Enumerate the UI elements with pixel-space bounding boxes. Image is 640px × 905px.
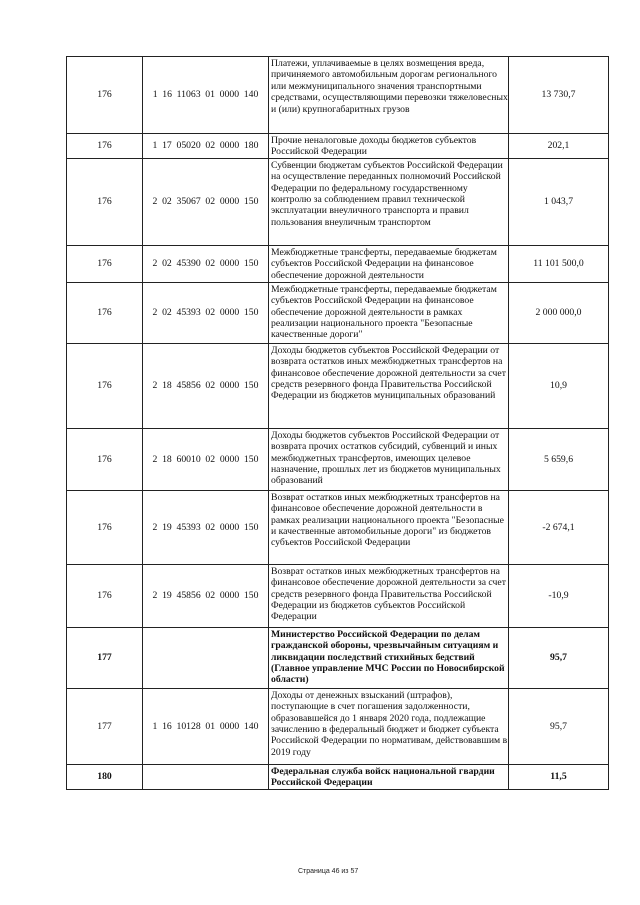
income-description: Доходы от денежных взысканий (штрафов), поступающие в счет погашения задолженности, образовавшейся до 1 января 2020 года, подлежащие зачислению в федеральный бюджет и бюджет субъекта Российской Федерации по нормативам, действовавшим в 2019 году — [269, 688, 509, 764]
kbk-code: 1 16 10128 01 0000 140 — [143, 688, 269, 764]
amount: 10,9 — [509, 343, 609, 428]
admin-code: 177 — [67, 688, 143, 764]
admin-code: 176 — [67, 428, 143, 490]
table-row — [67, 428, 609, 490]
income-description: Субвенции бюджетам субъектов Российской Федерации на осуществление переданных полномочий Российской Федерации по федеральному государственному контролю за соблюдением правил технической эксплуатации внеуличного транспорта и правил пользования внеуличным транспортом — [269, 158, 509, 245]
amount: 5 659,6 — [509, 428, 609, 490]
table-row — [67, 158, 609, 245]
table-row — [67, 564, 609, 627]
admin-code: 176 — [67, 490, 143, 564]
kbk-code: 2 19 45393 02 0000 150 — [143, 490, 269, 564]
amount: 2 000 000,0 — [509, 282, 609, 343]
admin-code: 176 — [67, 245, 143, 282]
kbk-code: 2 19 45856 02 0000 150 — [143, 564, 269, 627]
table-row — [67, 57, 609, 134]
table-row — [67, 343, 609, 428]
amount: 11,5 — [509, 764, 609, 789]
income-description: Возврат остатков иных межбюджетных трансфертов на финансовое обеспечение дорожной деятельности за счет средств резервного фонда Правительства Российской Федерации из бюджетов субъектов Российской Федерации — [269, 564, 509, 627]
kbk-code: 2 02 45393 02 0000 150 — [143, 282, 269, 343]
income-description: Межбюджетные трансферты, передаваемые бюджетам субъектов Российской Федерации на финансовое обеспечение дорожной деятельности — [269, 245, 509, 282]
table-row — [67, 245, 609, 282]
page-number: Страница 46 из 57 — [298, 868, 359, 875]
table-row — [67, 688, 609, 764]
admin-code: 176 — [67, 343, 143, 428]
admin-code: 176 — [67, 158, 143, 245]
kbk-code: 1 16 11063 01 0000 140 — [143, 57, 269, 134]
amount: 95,7 — [509, 688, 609, 764]
admin-code: 176 — [67, 134, 143, 159]
admin-code: 180 — [67, 764, 143, 789]
kbk-code: 2 18 45856 02 0000 150 — [143, 343, 269, 428]
amount: 1 043,7 — [509, 158, 609, 245]
admin-code: 176 — [67, 282, 143, 343]
table-row — [67, 282, 609, 343]
income-description: Доходы бюджетов субъектов Российской Федерации от возврата прочих остатков субсидий, субвенций и иных межбюджетных трансфертов, имеющих целевое назначение, прошлых лет из бюджетов муниципальных образований — [269, 428, 509, 490]
admin-code: 176 — [67, 57, 143, 134]
income-description: Межбюджетные трансферты, передаваемые бюджетам субъектов Российской Федерации на финансовое обеспечение дорожной деятельности в рамках реализации национального проекта "Безопасные качественные дороги" — [269, 282, 509, 343]
amount: 202,1 — [509, 134, 609, 159]
kbk-code: 2 02 45390 02 0000 150 — [143, 245, 269, 282]
administrator-name: Федеральная служба войск национальной гвардии Российской Федерации — [269, 764, 509, 789]
amount: -2 674,1 — [509, 490, 609, 564]
kbk-code — [143, 764, 269, 789]
table-row — [67, 134, 609, 159]
kbk-code: 2 18 60010 02 0000 150 — [143, 428, 269, 490]
income-description: Платежи, уплачиваемые в целях возмещения вреда, причиняемого автомобильным дорогам регионального или межмуниципального значения транспортными средствами, осуществляющими перевозки тяжеловесных и (или) крупногабаритных грузов — [269, 57, 509, 134]
income-description: Прочие неналоговые доходы бюджетов субъектов Российской Федерации — [269, 134, 509, 159]
income-description: Возврат остатков иных межбюджетных трансфертов на финансовое обеспечение дорожной деятельности в рамках реализации национального проекта "Безопасные и качественные автомобильные дороги" из бюджетов субъектов Российской Федерации — [269, 490, 509, 564]
budget-table — [66, 56, 609, 790]
kbk-code: 2 02 35067 02 0000 150 — [143, 158, 269, 245]
table-row — [67, 490, 609, 564]
kbk-code: 1 17 05020 02 0000 180 — [143, 134, 269, 159]
income-description: Доходы бюджетов субъектов Российской Федерации от возврата остатков иных межбюджетных трансфертов на финансовое обеспечение дорожной деятельности за счет средств резервного фонда Правительства Российской Федерации из бюджетов муниципальных образований — [269, 343, 509, 428]
administrator-row — [67, 764, 609, 789]
amount: 95,7 — [509, 627, 609, 688]
administrator-name: Министерство Российской Федерации по делам гражданской обороны, чрезвычайным ситуациям и ликвидации последствий стихийных бедствий (Главное управление МЧС России по Новосибирской области) — [269, 627, 509, 688]
amount: 13 730,7 — [509, 57, 609, 134]
administrator-row — [67, 627, 609, 688]
kbk-code — [143, 627, 269, 688]
amount: -10,9 — [509, 564, 609, 627]
admin-code: 177 — [67, 627, 143, 688]
admin-code: 176 — [67, 564, 143, 627]
amount: 11 101 500,0 — [509, 245, 609, 282]
